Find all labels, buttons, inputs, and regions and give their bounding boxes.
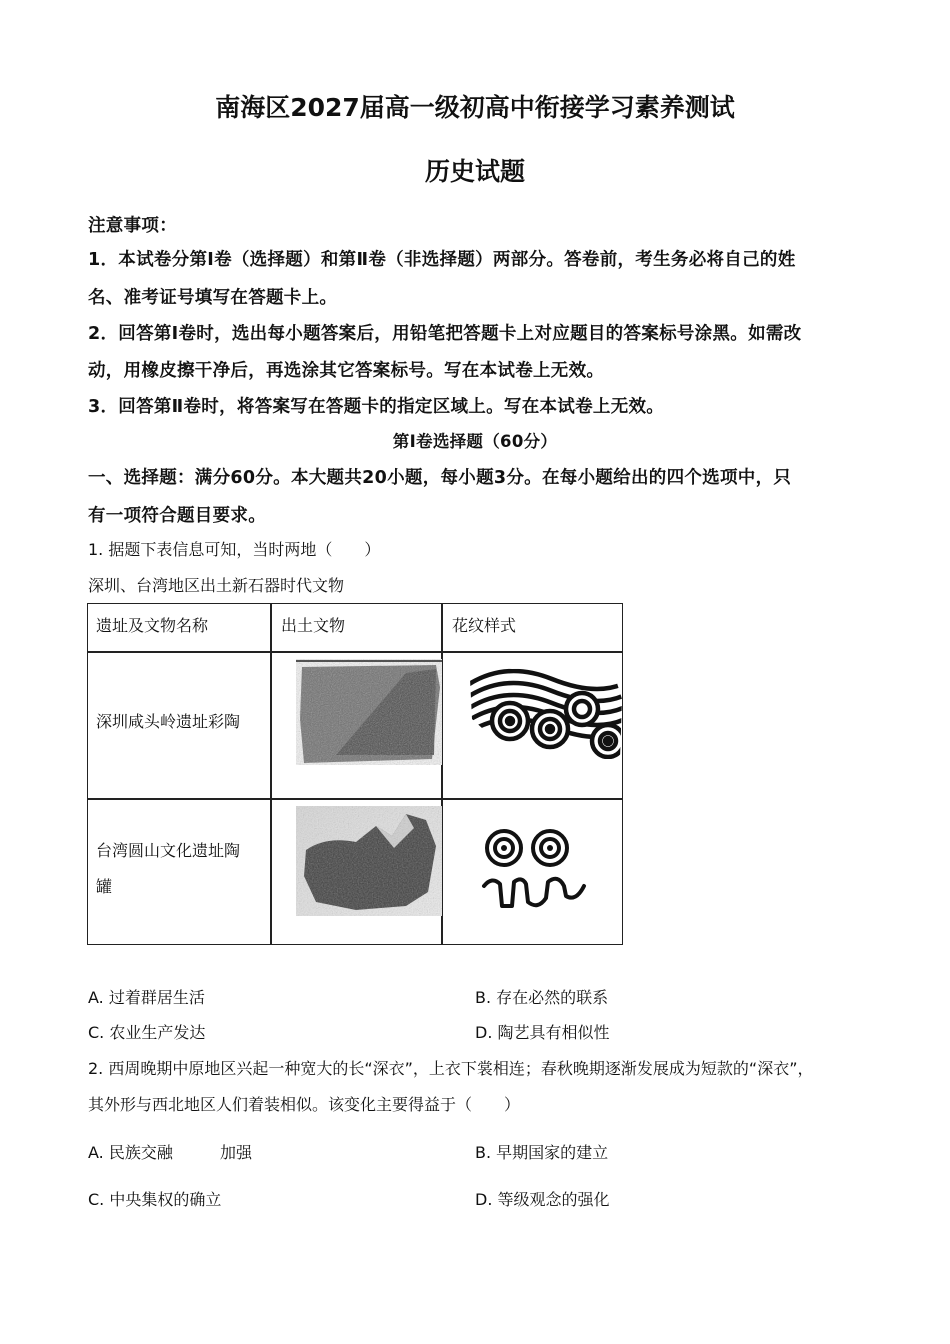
concentric-circle-pattern bbox=[462, 659, 624, 769]
section-1-heading: 第Ⅰ卷选择题（60分） bbox=[392, 432, 558, 451]
table-header-pattern: 花纹样式 bbox=[452, 616, 517, 635]
table-header-site: 遗址及文物名称 bbox=[96, 616, 209, 635]
notice-heading: 注意事项： bbox=[88, 216, 177, 236]
q1-option-c[interactable]: C. 农业生产发达 bbox=[88, 1023, 206, 1042]
section-1-instruction-line-1: 一、选择题：满分60分。本大题共20小题，每小题3分。在每小题给出的四个选项中，只 bbox=[88, 468, 792, 488]
table-row-1-site: 深圳咸头岭遗址彩陶 bbox=[96, 712, 241, 731]
q2-option-a[interactable]: A. 民族交融 bbox=[88, 1143, 173, 1162]
q2-option-d[interactable]: D. 等级观念的强化 bbox=[475, 1190, 610, 1209]
question-2-stem-line-2: 其外形与西北地区人们着装相似。该变化主要得益于（ ） bbox=[88, 1095, 521, 1114]
artifact-table bbox=[87, 603, 623, 945]
table-row-2-site-line-2: 罐 bbox=[96, 877, 113, 896]
exam-title: 南海区2027届高一级初高中衔接学习素养测试 bbox=[215, 93, 735, 122]
question-2-stem-line-1: 2. 西周晚期中原地区兴起一种宽大的长“深衣”，上衣下裳相连；春秋晚期逐渐发展成为短款的“深衣”， bbox=[88, 1059, 814, 1078]
table-header-artifact: 出土文物 bbox=[281, 616, 346, 635]
table-row-2-site-line-1: 台湾圆山文化遗址陶 bbox=[96, 841, 241, 860]
notice-item-2-line-1: 2．回答第Ⅰ卷时，选出每小题答案后，用铅笔把答题卡上对应题目的答案标号涂黑。如需改 bbox=[88, 324, 802, 344]
question-1-stem: 1. 据题下表信息可知，当时两地（ ） bbox=[88, 540, 381, 559]
q2-option-b[interactable]: B. 早期国家的建立 bbox=[475, 1143, 609, 1162]
table-divider bbox=[88, 651, 622, 653]
exam-subject: 历史试题 bbox=[424, 157, 525, 186]
section-1-instruction-line-2: 有一项符合题目要求。 bbox=[88, 506, 266, 526]
notice-item-1-line-1: 1．本试卷分第Ⅰ卷（选择题）和第Ⅱ卷（非选择题）两部分。答卷前，考生务必将自己的姓 bbox=[88, 250, 796, 270]
question-1-table-caption: 深圳、台湾地区出土新石器时代文物 bbox=[88, 576, 345, 595]
q2-option-a-continued: 加强 bbox=[220, 1143, 253, 1162]
q1-option-d[interactable]: D. 陶艺具有相似性 bbox=[475, 1023, 610, 1042]
shenzhen-pottery-photo bbox=[296, 659, 442, 765]
notice-item-1-line-2: 名、准考证号填写在答题卡上。 bbox=[88, 288, 338, 308]
q2-option-c[interactable]: C. 中央集权的确立 bbox=[88, 1190, 222, 1209]
notice-item-3: 3．回答第Ⅱ卷时，将答案写在答题卡的指定区域上。写在本试卷上无效。 bbox=[88, 397, 665, 417]
q1-option-b[interactable]: B. 存在必然的联系 bbox=[475, 988, 609, 1007]
eye-and-wave-pattern bbox=[478, 826, 598, 916]
table-divider bbox=[88, 798, 622, 800]
notice-item-2-line-2: 动，用橡皮擦干净后，再选涂其它答案标号。写在本试卷上无效。 bbox=[88, 361, 605, 381]
taiwan-pottery-photo bbox=[296, 806, 442, 916]
table-divider bbox=[270, 604, 272, 944]
q1-option-a[interactable]: A. 过着群居生活 bbox=[88, 988, 205, 1007]
